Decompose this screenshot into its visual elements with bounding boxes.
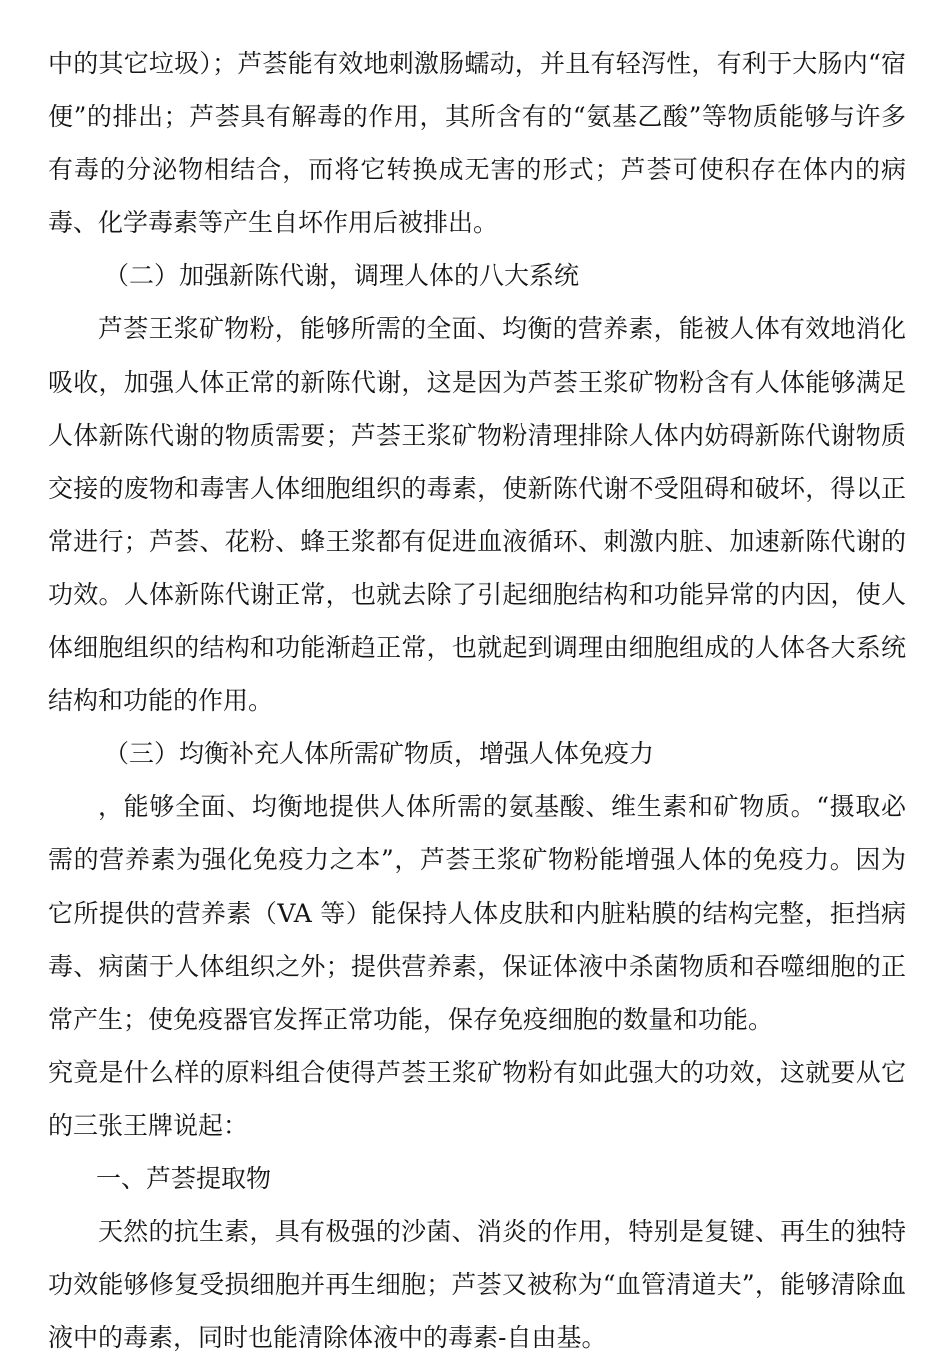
section-heading-aloe-extract: 一、芦荟提取物 — [96, 1163, 272, 1193]
section-heading-metabolism: （二）加强新陈代谢，调理人体的八大系统 — [104, 261, 580, 291]
paragraph-metabolism: 芦荟王浆矿物粉，能够所需的全面、均衡的营养素，能被人体有效地消化吸收，加强人体正常的新陈代谢，这是因为芦荟王浆矿物粉含有人体能够满足人体新陈代谢的物质需要；芦荟王浆矿物粉清理排除人体内妨碍新陈代谢物质交接的废物和毒害人体细胞组织的毒素，使新陈代谢不受阻碍和破坏，得以正常进行；芦荟、花粉、蜂王浆都有促进血液循环、刺激内脏、加速新陈代谢的功效。人体新陈代谢正常，也就去除了引起细胞结构和功能异常的内因，使人体细胞组织的结构和功能渐趋正常，也就起到调理由细胞组成的人体各大系统结构和功能的作用。 — [48, 314, 906, 716]
section-heading-immunity: （三）均衡补充人体所需矿物质，增强人体免疫力 — [104, 739, 655, 769]
paragraph-detox-continued: 中的其它垃圾）；芦荟能有效地刺激肠蠕动，并且有轻泻性，有利于大肠内“宿便”的排出；芦荟具有解毒的作用，其所含有的“氨基乙酸”等物质能够与许多有毒的分泌物相结合，而将它转换成无害的形式；芦荟可使积存在体内的病毒、化学毒素等产生自坏作用后被排出。 — [48, 49, 906, 238]
paragraph-three-trump-cards: 究竟是什么样的原料组合使得芦荟王浆矿物粉有如此强大的功效，这就要从它的三张王牌说起： — [48, 1057, 906, 1140]
paragraph-immunity: ，能够全面、均衡地提供人体所需的氨基酸、维生素和矿物质。“摄取必需的营养素为强化免疫力之本”，芦荟王浆矿物粉能增强人体的免疫力。因为它所提供的营养素（VA 等）能保持人体皮肤和内脏粘膜的结构完整，拒挡病毒、病菌于人体组织之外；提供营养素，保证体液中杀菌物质和吞噬细胞的正常产生；使免疫器官发挥正常功能，保存免疫细胞的数量和功能。 — [48, 792, 906, 1034]
paragraph-aloe-extract: 天然的抗生素，具有极强的沙菌、消炎的作用，特别是复键、再生的独特功效能够修复受损细胞并再生细胞；芦荟又被称为“血管清道夫”，能够清除血液中的毒素，同时也能清除体液中的毒素-自由基。 — [48, 1217, 906, 1353]
document-body — [48, 37, 906, 1364]
